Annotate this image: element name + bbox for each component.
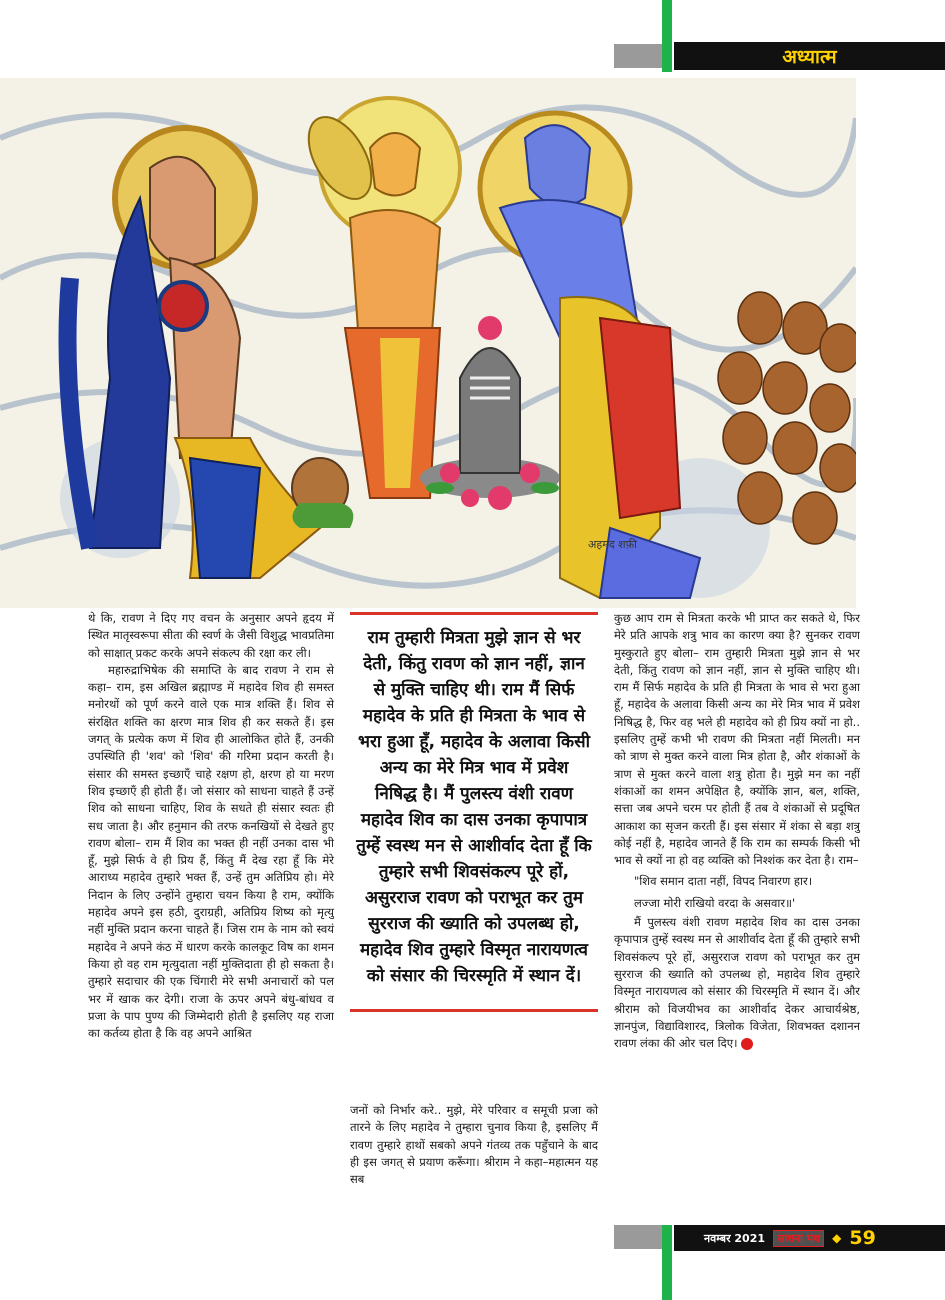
page-number: 59 — [849, 1227, 876, 1249]
pull-quote-text: राम तुम्हारी मित्रता मुझे ज्ञान से भर देती, किंतु रावण को ज्ञान नहीं, ज्ञान से मुक्ति चाहिए थी। राम मैं सिर्फ महादेव के प्रति ही मित्रता के भाव से भरा हुआ हूँ, महादेव के अलावा किसी अन्य का मेरे मित्र भाव में प्रवेश निषिद्ध है। मैं पुलस्त्य वंशी रावण महादेव शिव का दास उनका कृपापात्र तुम्हें स्वस्थ मन से आशीर्वाद देता हूँ कि तुम्हारे सभी शिवसंकल्प पूरे हों, असुरराज रावण को पराभूत कर तुम सुरराज की ख्याति को उपलब्ध हो, महादेव शिव तुम्हारे विस्मृत नारायणत्व को संसार की चिरस्मृति में स्थान दें। — [356, 628, 592, 986]
paragraph: जनों को निर्भार करे.. मुझे, मेरे परिवार व समूची प्रजा को तारने के लिए महादेव ने तुम्हारा चुनाव किया है, इसलिए मैं रावण तुम्हारे हाथों सबको अपने गंतव्य तक पहुँचाने के बाद ही इस जगत् से प्रयाण करूँगा। श्रीराम ने कहा–महात्मन यह सब — [350, 1103, 598, 1187]
illustration-svg — [0, 78, 856, 608]
section-header — [674, 42, 945, 70]
artist-signature: अहमद शफ़ी — [588, 538, 637, 551]
magazine-logo: साधना पथ — [773, 1230, 824, 1247]
section-title: अध्यात्म — [782, 46, 837, 68]
footer-green-stripe — [662, 1225, 672, 1300]
footer-bar — [674, 1225, 945, 1251]
issue-date: नवम्बर 2021 — [704, 1231, 766, 1245]
header-grey-block — [614, 44, 662, 68]
illustration — [0, 78, 856, 608]
paragraph: कुछ आप राम से मित्रता करके भी प्राप्त कर सकते थे, फिर मेरे प्रति आपके शत्रु भाव का कारण क्या है? सुनकर रावण मुस्कुराते हुए बोला– राम तुम्हारी मित्रता मुझे ज्ञान से भर देती, किंतु रावण को ज्ञान नहीं, ज्ञान से मुक्ति चाहिए थी। राम मैं सिर्फ महादेव के प्रति ही मित्रता के भाव से भरा हुआ हूँ, महादेव के अलावा किसी अन्य का मेरे मित्र भाव में प्रवेश निषिद्ध है, फिर वह भले ही महादेव को ही प्रिय क्यों ना हो.. इसलिए तुम्हें कभी भी रावण की मित्रता नहीं मिलती। मन को त्राण से मुक्त करने वाला मित्र होता है, और शंकाओं के त्राण से मुक्त करने वाला शत्रु होता है। मुझे मन का नहीं शंकाओं का शमन अपेक्षित है, क्योंकि ज्ञान, बल, शक्ति, सत्ता जब अपने चरम पर होती हैं तब वे शंकाओं से प्रदूषित आकाश का सृजन करती हैं। इस संसार में शंका से बड़ा शत्रु कोई नहीं है, महादेव जानते हैं कि राम का सम्पर्क किसी भी भाव से क्यों ना हो वह व्यक्ति को निश्शंक कर देता है। राम– — [614, 611, 860, 868]
footer-grey-block — [614, 1225, 662, 1249]
verse-line: लज्जा मोरी राखियो वरदा के असवार॥' — [634, 895, 796, 910]
header-green-stripe — [662, 0, 672, 72]
column-middle — [350, 1102, 598, 1188]
paragraph: थे कि, रावण ने दिए गए वचन के अनुसार अपने हृदय में स्थित मातृस्वरूपा सीता की स्वर्ण के जैसी विशुद्ध भावप्रतिमा को साक्षात् प्रकट करके अपने संकल्प की रक्षा कर ली। — [88, 611, 334, 660]
paragraph: महारुद्राभिषेक की समाप्ति के बाद रावण ने राम से कहा– राम, इस अखिल ब्रह्माण्ड में महादेव शिव ही समस्त मनोरथों को पूर्ण करने वाले एक मात्र शक्ति हैं। शिव से संरक्षित शक्ति का क्षरण मात्र शिव ही कर सकते हैं। इस जगत् के प्रत्येक कण में शिव ही आलोकित होते हैं, उनकी उपस्थिति ही 'शव' को 'शिव' की गरिमा प्रदान करती है। संसार की समस्त इच्छाएँ चाहे रक्षण हो, क्षरण हो या मरण शिव इच्छाएँ ही होती हैं। जो संसार को साधना चाहते हैं उन्हें शिव को साधना चाहिए, शिव के सधते ही संसार स्वतः ही सध जाता है। और हनुमान की तरफ कनखियों से देखते हुए रावण बोला– राम मैं शिव का भक्त ही नहीं उनका दास भी हूँ, मुझे सिर्फ वे ही प्रिय हैं, किंतु मैं देख रहा हूँ कि मेरे आराध्य महादेव तुम्हारे भक्त हैं, उन्हें तुम अतिप्रिय हो। मेरे निदान के लिए उन्होंने तुम्हारा चयन किया है राम, क्योंकि महादेव अपने इस हठी, दुराग्रही, अतिप्रिय शिष्य को मृत्यु नहीं मुक्ति प्रदान करना चाहते हैं। जिस राम के नाम को स्वयं महादेव ने अपने कंठ में धारण करके कालकूट विष का शमन किया हो वह राम मृत्युदाता नहीं मुक्तिदाता ही हो सकता है। तुम्हारे सदाचार की एक चिंगारी मेरे सभी अनाचारों को पल भर में खाक कर देगी। राजा के ऊपर अपने बंधु-बांधव व प्रजा के पाप पुण्य की जिम्मेदारी होती है इसलिए यह राजा का कर्तव्य होता है कि वह अपने आश्रित — [88, 662, 334, 1041]
paragraph — [614, 914, 860, 1052]
bullet-icon: ◆ — [832, 1231, 842, 1245]
paragraph-text: मैं पुलस्त्य वंशी रावण महादेव शिव का दास उनका कृपापात्र तुम्हें स्वस्थ मन से आशीर्वाद देता हूँ की तुम्हारे सभी शिवसंकल्प पूरे हों, असुरराज रावण को पराभूत कर तुम सुरराज की ख्याति को उपलब्ध हो, महादेव शिव तुम्हारे विस्मृत नारायणत्व को संसार की चिरस्मृति में स्थान दें। और श्रीराम को विजयीभव का आशीर्वाद देकर आचार्यश्रेष्ठ, ज्ञानपुंज, विद्याविशारद, त्रिलोक विजेता, शिवभक्त दशानन रावण लंका की ओर चल दिए। — [614, 915, 860, 1051]
column-right — [614, 610, 860, 1052]
column-left — [88, 610, 334, 1042]
end-mark-icon — [741, 1038, 753, 1050]
pull-quote — [350, 612, 598, 1012]
verse-line: "शिव समान दाता नहीं, विपद निवारण हार। — [634, 874, 813, 889]
